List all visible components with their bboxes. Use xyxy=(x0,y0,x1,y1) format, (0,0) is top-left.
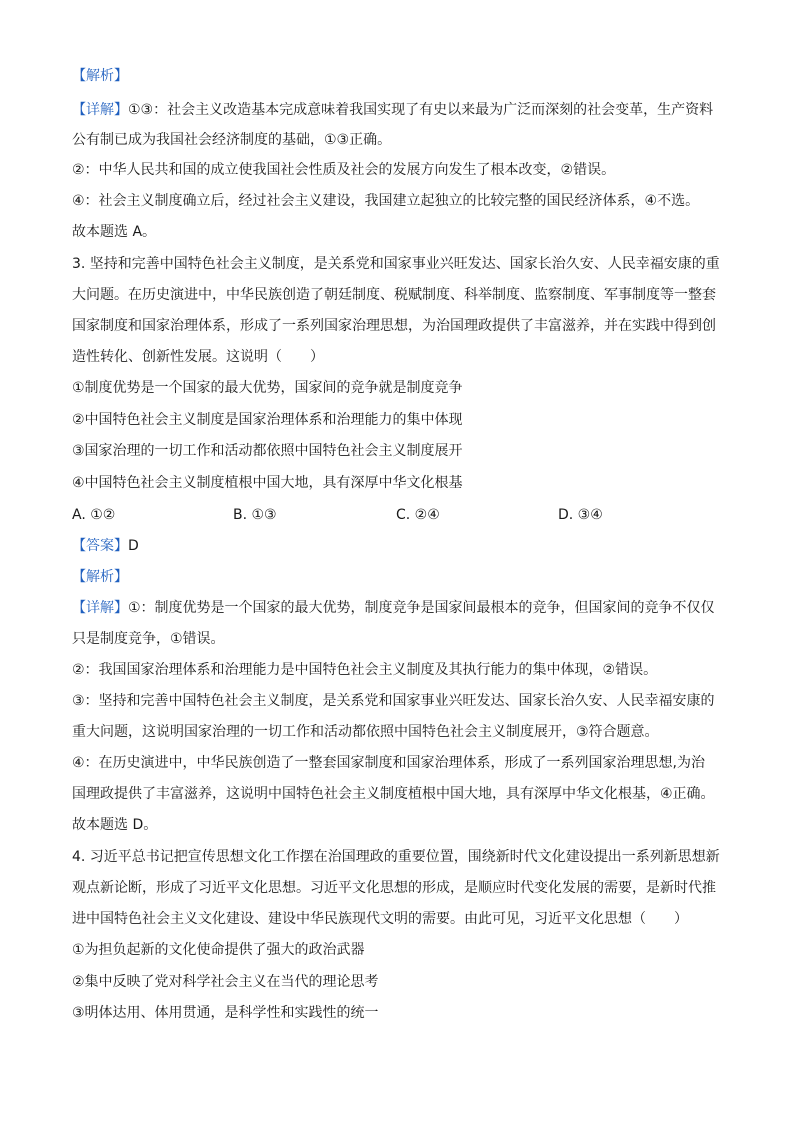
option-d: D. ③④ xyxy=(558,507,603,523)
detail-paragraph-cont: 公有制已成为我国社会经济制度的基础，①③正确。 xyxy=(72,132,392,148)
question-3-stem: 3. 坚持和完善中国特色社会主义制度，是关系党和国家事业兴旺发达、国家长治久安、人民幸福安康的重 xyxy=(72,256,720,272)
question-3-stem-line: 造性转化、创新性发展。这说明（ ） xyxy=(72,349,324,365)
option-c: C. ②④ xyxy=(396,507,440,523)
statement-1: ①制度优势是一个国家的最大优势，国家间的竞争就是制度竞争 xyxy=(72,380,463,396)
answer-line: 【答案】D xyxy=(72,538,139,554)
detail-point-4-cont: 国理政提供了丰富滋养，这说明中国特色社会主义制度植根中国大地，具有深厚中华文化根基，④正确。 xyxy=(72,786,715,802)
detail-paragraph: 【详解】①③：社会主义改造基本完成意味着我国实现了有史以来最为广泛而深刻的社会变革，生产资料 xyxy=(72,102,714,118)
detail-point-2: ②：中华人民共和国的成立使我国社会性质及社会的发展方向发生了根本改变，②错误。 xyxy=(72,162,616,178)
detail-point-3-cont: 重大问题，这说明国家治理的一切工作和活动都依照中国特色社会主义制度展开，③符合题意。 xyxy=(72,724,659,740)
analysis-heading: 【解析】 xyxy=(72,569,128,585)
conclusion: 故本题选 A。 xyxy=(72,224,157,240)
statement-1: ①为担负起新的文化使命提供了强大的政治武器 xyxy=(72,942,365,958)
detail-point-4: ④：在历史演进中，中华民族创造了一整套国家制度和国家治理体系，形成了一系列国家治理思想,为治 xyxy=(72,755,705,771)
detail-point-4: ④：社会主义制度确立后，经过社会主义建设，我国建立起独立的比较完整的国民经济体系，④不选。 xyxy=(72,193,700,209)
detail-point-3: ③：坚持和完善中国特色社会主义制度，是关系党和国家事业兴旺发达、国家长治久安、人民幸福安康的 xyxy=(72,693,715,709)
question-3-stem-line: 大问题。在历史演进中，中华民族创造了朝廷制度、税赋制度、科举制度、监察制度、军事制度等一整套 xyxy=(72,287,716,303)
question-4-stem: 4. 习近平总书记把宣传思想文化工作摆在治国理政的重要位置，围绕新时代文化建设提出一系列新思想新 xyxy=(72,849,720,865)
question-3-stem-line: 国家制度和国家治理体系，形成了一系列国家治理思想，为治国理政提供了丰富滋养，并在实践中得到创 xyxy=(72,318,716,334)
answer-options xyxy=(72,505,724,525)
analysis-heading: 【解析】 xyxy=(72,68,128,84)
detail-paragraph-cont: 只是制度竞争，①错误。 xyxy=(72,631,225,647)
option-b: B. ①③ xyxy=(233,507,277,523)
question-4-stem-line: 进中国特色社会主义文化建设、建设中华民族现代文明的需要。由此可见，习近平文化思想（ ） xyxy=(72,911,688,927)
detail-point-2: ②：我国国家治理体系和治理能力是中国特色社会主义制度及其执行能力的集中体现，②错误。 xyxy=(72,662,658,678)
statement-3: ③国家治理的一切工作和活动都依照中国特色社会主义制度展开 xyxy=(72,443,463,459)
answer-value: D xyxy=(128,538,139,554)
statement-4: ④中国特色社会主义制度植根中国大地，具有深厚中华文化根基 xyxy=(72,475,463,491)
conclusion: 故本题选 D。 xyxy=(72,817,158,833)
question-4-stem-line: 观点新论断，形成了习近平文化思想。习近平文化思想的形成，是顺应时代变化发展的需要，是新时代推 xyxy=(72,880,716,896)
detail-paragraph: 【详解】①：制度优势是一个国家的最大优势，制度竞争是国家间最根本的竞争，但国家间的竞争不仅仅 xyxy=(72,600,715,616)
option-a: A. ①② xyxy=(72,507,116,523)
statement-2: ②集中反映了党对科学社会主义在当代的理论思考 xyxy=(72,974,379,990)
statement-3: ③明体达用、体用贯通，是科学性和实践性的统一 xyxy=(72,1005,379,1021)
statement-2: ②中国特色社会主义制度是国家治理体系和治理能力的集中体现 xyxy=(72,412,463,428)
